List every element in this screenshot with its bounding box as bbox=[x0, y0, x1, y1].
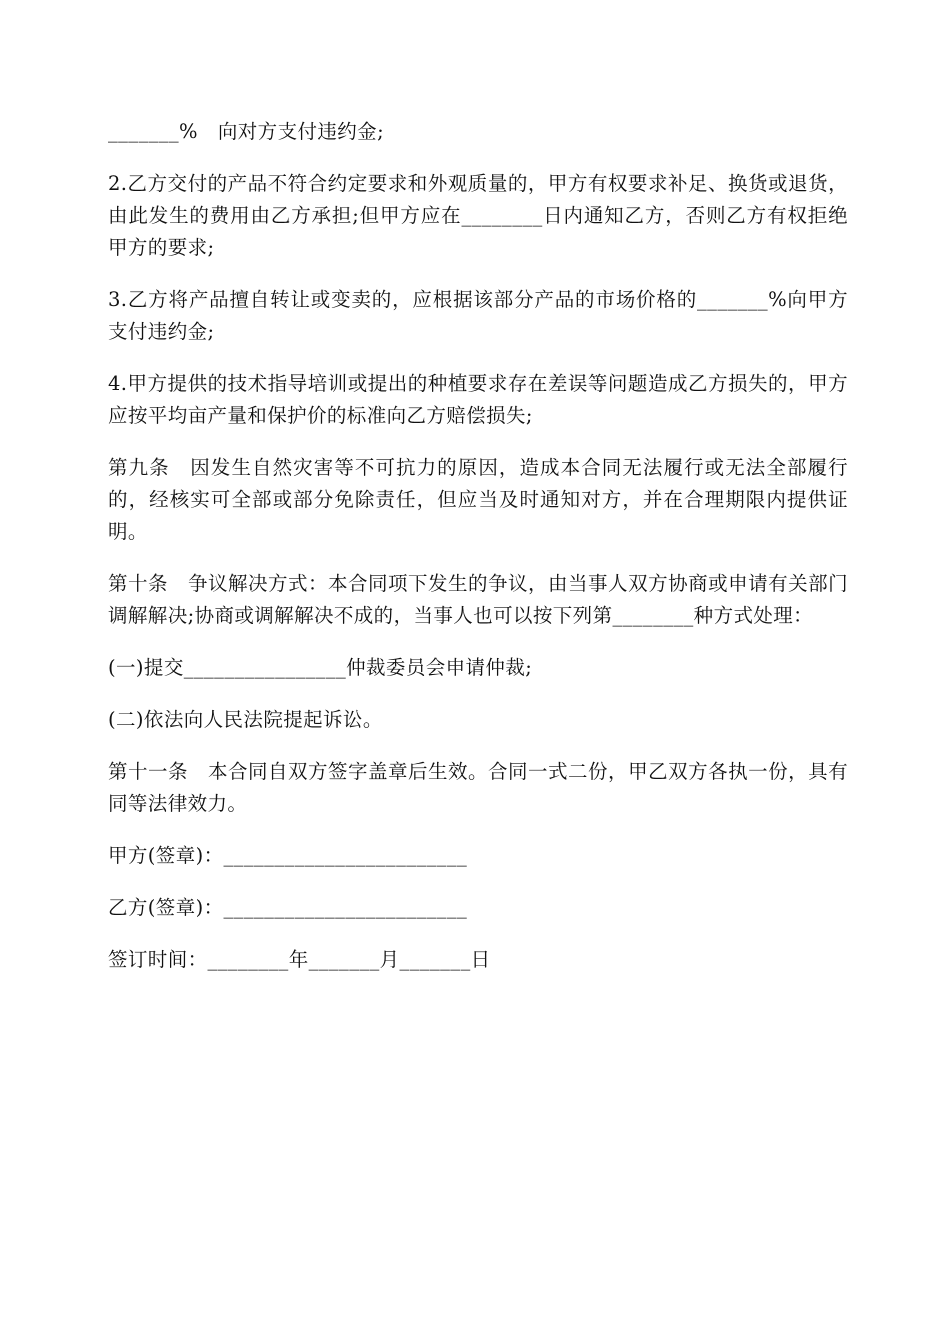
dispute-option-arbitration: (一)提交________________仲裁委员会申请仲裁; bbox=[108, 656, 533, 679]
document-page bbox=[108, 116, 848, 996]
article-10-dispute-resolution: 第十条 争议解决方式：本合同项下发生的争议，由当事人双方协商或申请有关部门调解解决;协商或调解解决不成的，当事人也可以按下列第________种方式处理： bbox=[108, 572, 848, 627]
penalty-percent-clause: _______% 向对方支付违约金; bbox=[108, 120, 385, 143]
dispute-option-litigation: (二)依法向人民法院提起诉讼。 bbox=[108, 708, 383, 731]
article-9-force-majeure: 第九条 因发生自然灾害等不可抗力的原因，造成本合同无法履行或无法全部履行的，经核实可全部或部分免除责任，但应当及时通知对方，并在合理期限内提供证明。 bbox=[108, 456, 848, 543]
party-b-signature-line: 乙方(签章)：________________________ bbox=[108, 896, 468, 919]
clause-quality-nonconformance: 2.乙方交付的产品不符合约定要求和外观质量的，甲方有权要求补足、换货或退货，由此发生的费用由乙方承担;但甲方应在________日内通知乙方，否则乙方有权拒绝甲方的要求; bbox=[108, 172, 848, 259]
clause-unauthorized-resale: 3.乙方将产品擅自转让或变卖的，应根据该部分产品的市场价格的_______%向甲方支付违约金; bbox=[108, 288, 848, 343]
clause-technical-guidance-error: 4.甲方提供的技术指导培训或提出的种植要求存在差误等问题造成乙方损失的，甲方应按平均亩产量和保护价的标准向乙方赔偿损失; bbox=[108, 372, 848, 427]
article-11-effectiveness: 第十一条 本合同自双方签字盖章后生效。合同一式二份，甲乙双方各执一份，具有同等法律效力。 bbox=[108, 760, 848, 815]
party-a-signature-line: 甲方(签章)：________________________ bbox=[108, 844, 468, 867]
signing-date-line: 签订时间：________年_______月_______日 bbox=[108, 948, 491, 971]
